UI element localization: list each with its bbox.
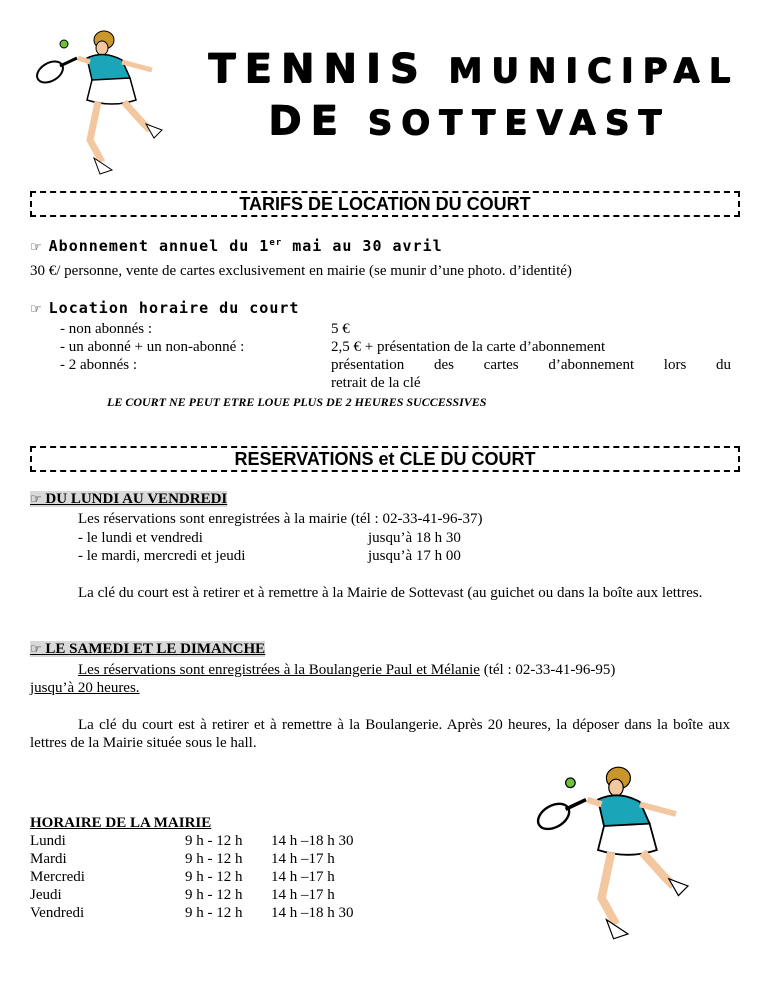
weekday-value-1: jusqu’à 18 h 30 [368,530,461,546]
title-line-1 [208,46,740,92]
hours-day-5: Vendredi [30,905,85,921]
weekend-heading: ☞ LE SAMEDI ET LE DIMANCHE [30,641,266,657]
hours-day-4: Jeudi [30,887,62,903]
weekend-intro-line2: jusqu’à 20 heures. [30,680,140,696]
location-heading: ☞ Location horaire du court [30,299,300,317]
hand-pointer-icon: ☞ [30,240,43,255]
weekday-key-paragraph: La clé du court est à retirer et à remettre à la Mairie de Sottevast (au guichet ou dans la boîte aux lettres. [78,585,703,601]
hours-am-4: 9 h - 12 h [185,887,243,903]
hours-am-2: 9 h - 12 h [185,851,243,867]
weekday-label-1: - le lundi et vendredi [78,530,203,546]
weekday-label-2: - le mardi, mercredi et jeudi [78,548,246,564]
weekend-intro: Les réservations sont enregistrées à la Boulangerie Paul et Mélanie (tél : 02-33-41-96-95) [78,662,616,678]
hours-pm-1: 14 h –18 h 30 [271,833,354,849]
hours-pm-3: 14 h –17 h [271,869,335,885]
hours-pm-5: 14 h –18 h 30 [271,905,354,921]
title-word-sottevast: SOTTEVAST [367,103,671,143]
weekday-heading: ☞ DU LUNDI AU VENDREDI [30,491,228,507]
abonnement-heading: ☞ Abonnement annuel du 1er mai au 30 avril [30,237,443,255]
weekend-key-paragraph: La clé du court est à retirer et à remettre à la Boulangerie. Après 20 heures, la déposer dans la boîte aux lettres de la Mairie située sous le hall. [30,717,730,751]
hours-day-3: Mercredi [30,869,85,885]
hours-day-1: Lundi [30,833,66,849]
title-word-de: DE [268,98,347,144]
hours-am-5: 9 h - 12 h [185,905,243,921]
rate-value-3-cont: retrait de la clé [331,375,421,391]
hours-pm-4: 14 h –17 h [271,887,335,903]
title-word-tennis: TENNIS [208,46,428,92]
rate-value-1: 5 € [331,321,350,337]
rate-value-2: 2,5 € + présentation de la carte d’abonnement [331,339,606,355]
duration-warning: LE COURT NE PEUT ETRE LOUE PLUS DE 2 HEURES SUCCESSIVES [107,395,487,409]
hours-pm-2: 14 h –17 h [271,851,335,867]
section-banner-reservations: RESERVATIONS et CLE DU COURT [30,446,740,472]
title-line-2 [268,98,671,144]
rate-label-1: - non abonnés : [60,321,153,337]
hand-pointer-icon: ☞ [30,642,42,657]
rate-label-3: - 2 abonnés : [60,357,138,373]
tennis-player-illustration-bottom [526,766,706,946]
abonnement-text: 30 €/ personne, vente de cartes exclusivement en mairie (se munir d’une photo. d’identité) [30,263,572,279]
weekday-intro: Les réservations sont enregistrées à la mairie (tél : 02-33-41-96-37) [78,511,483,527]
hours-am-3: 9 h - 12 h [185,869,243,885]
hours-day-2: Mardi [30,851,67,867]
hand-pointer-icon: ☞ [30,302,43,317]
weekday-value-2: jusqu’à 17 h 00 [368,548,461,564]
title-word-municipal: MUNICIPAL [448,51,740,91]
tennis-player-illustration-top [32,30,172,180]
rate-label-2: - un abonné + un non-abonné : [60,339,245,355]
hand-pointer-icon: ☞ [30,492,42,507]
rate-value-3: présentation des cartes d’abonnement lors du [331,357,731,373]
section-banner-tarifs: TARIFS DE LOCATION DU COURT [30,191,740,217]
hours-heading: HORAIRE DE LA MAIRIE [30,815,212,831]
hours-am-1: 9 h - 12 h [185,833,243,849]
